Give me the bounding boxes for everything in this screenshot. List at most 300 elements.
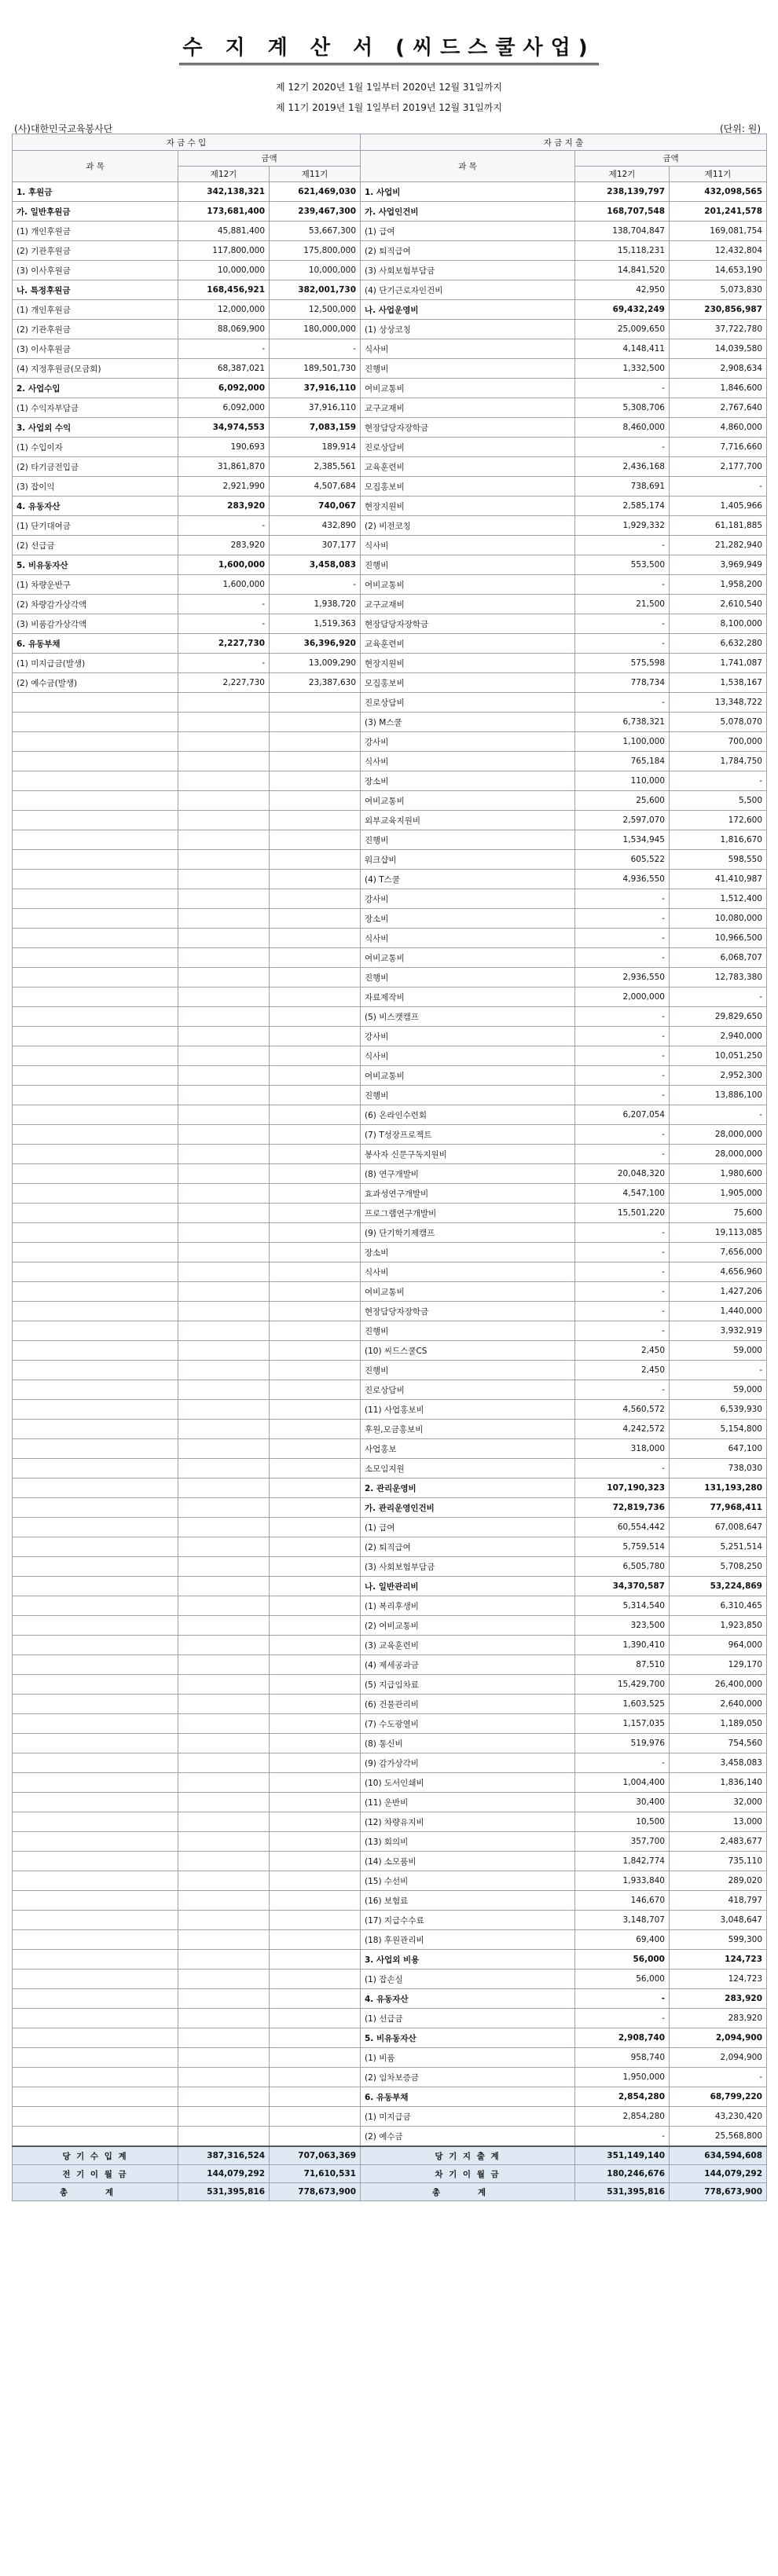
income-empty-cell: [270, 1321, 361, 1341]
ledger-body: [13, 182, 767, 2147]
table-row: [13, 1027, 767, 1046]
expense-item-label: (1) 급여: [361, 1518, 575, 1537]
income-item-label: (1) 수익자부담금: [13, 398, 178, 418]
expense-item-label: 진행비: [361, 1086, 575, 1105]
income-empty-cell: [178, 1537, 270, 1557]
expense-previous-amount: 67,008,647: [670, 1518, 767, 1537]
table-row: [13, 830, 767, 850]
expense-previous-amount: 25,568,800: [670, 2127, 767, 2147]
income-empty-cell: [270, 1930, 361, 1950]
expense-previous-amount: 41,410,987: [670, 870, 767, 889]
income-empty-cell: [178, 1852, 270, 1871]
income-empty-cell: [13, 1027, 178, 1046]
expense-item-label: 소모임지원: [361, 1459, 575, 1479]
income-empty-cell: [270, 1302, 361, 1321]
table-row: [13, 654, 767, 673]
expense-current-amount: -: [575, 536, 670, 555]
expense-current-amount: -: [575, 1262, 670, 1282]
table-row: [13, 771, 767, 791]
expense-item-label: 가. 사업인건비: [361, 202, 575, 222]
income-empty-cell: [13, 1361, 178, 1380]
income-current-amount: -: [178, 595, 270, 614]
expense-current-amount: -: [575, 909, 670, 929]
expense-item-label: (8) 연구개발비: [361, 1164, 575, 1184]
expense-previous-amount: 77,968,411: [670, 1498, 767, 1518]
header-row-sections: [13, 134, 767, 151]
income-empty-cell: [178, 830, 270, 850]
table-row: [13, 1989, 767, 2009]
income-empty-cell: [270, 1361, 361, 1380]
expense-current-amount: 8,460,000: [575, 418, 670, 438]
expense-previous-amount: -: [670, 988, 767, 1007]
income-empty-cell: [13, 889, 178, 909]
expense-item-label: 교구교재비: [361, 398, 575, 418]
income-empty-cell: [13, 713, 178, 732]
table-row: [13, 791, 767, 811]
expense-previous-amount: 5,251,514: [670, 1537, 767, 1557]
expense-current-amount: -: [575, 1302, 670, 1321]
income-empty-cell: [270, 1046, 361, 1066]
expense-previous-amount: 599,300: [670, 1930, 767, 1950]
expense-total-label: 총 계: [361, 2183, 575, 2201]
expense-current-amount: 2,000,000: [575, 988, 670, 1007]
expense-item-label: (1) 비품: [361, 2048, 575, 2068]
expense-previous-amount: 129,170: [670, 1655, 767, 1675]
expense-current-amount: 4,148,411: [575, 339, 670, 359]
income-empty-cell: [13, 929, 178, 948]
income-empty-cell: [270, 1675, 361, 1695]
income-empty-cell: [178, 1027, 270, 1046]
expense-current-amount: -: [575, 1007, 670, 1027]
expense-previous-amount: 2,767,640: [670, 398, 767, 418]
income-empty-cell: [178, 1616, 270, 1636]
expense-previous-amount: 1,405,966: [670, 497, 767, 516]
income-section-header: 자 금 수 입: [13, 134, 361, 151]
income-current-amount: 68,387,021: [178, 359, 270, 379]
income-empty-cell: [270, 1282, 361, 1302]
expense-item-label: 가. 관리운영인건비: [361, 1498, 575, 1518]
expense-previous-amount: 28,000,000: [670, 1125, 767, 1145]
income-empty-cell: [178, 1753, 270, 1773]
table-row: [13, 182, 767, 202]
expense-previous-amount: 7,656,000: [670, 1243, 767, 1262]
table-row: [13, 1793, 767, 1812]
expense-previous-amount: 230,856,987: [670, 300, 767, 320]
income-empty-cell: [178, 909, 270, 929]
income-empty-cell: [178, 811, 270, 830]
income-previous-header: 제11기: [270, 167, 361, 182]
expense-item-label: (4) T스쿨: [361, 870, 575, 889]
expense-item-label: 여비교통비: [361, 1066, 575, 1086]
expense-item-label: 나. 일반관리비: [361, 1577, 575, 1596]
income-empty-cell: [270, 1243, 361, 1262]
income-item-label: (1) 미지급금(발생): [13, 654, 178, 673]
income-empty-cell: [178, 1655, 270, 1675]
income-empty-cell: [13, 1282, 178, 1302]
income-empty-cell: [270, 1793, 361, 1812]
expense-item-label: 3. 사업외 비용: [361, 1950, 575, 1970]
expense-current-amount: 4,547,100: [575, 1184, 670, 1204]
expense-previous-amount: 1,189,050: [670, 1714, 767, 1734]
income-previous-amount: 2,385,561: [270, 457, 361, 477]
expense-item-label: 진행비: [361, 1321, 575, 1341]
expense-current-amount: -: [575, 614, 670, 634]
expense-item-label: 진행비: [361, 1361, 575, 1380]
table-row: [13, 693, 767, 713]
expense-item-label: (4) 단기근로자인건비: [361, 280, 575, 300]
table-row: [13, 2048, 767, 2068]
expense-current-amount: 72,819,736: [575, 1498, 670, 1518]
expense-current-amount: -: [575, 1321, 670, 1341]
expense-item-label: 장소비: [361, 1243, 575, 1262]
income-empty-cell: [13, 2068, 178, 2087]
table-row: [13, 1184, 767, 1204]
income-previous-amount: 432,890: [270, 516, 361, 536]
table-row: [13, 850, 767, 870]
income-total-current: 144,079,292: [178, 2165, 270, 2183]
income-empty-cell: [13, 2028, 178, 2048]
table-row: [13, 1891, 767, 1911]
table-row: [13, 1204, 767, 1223]
expense-current-amount: 138,704,847: [575, 222, 670, 241]
income-item-label: 나. 특정후원금: [13, 280, 178, 300]
income-empty-cell: [270, 1812, 361, 1832]
table-row: [13, 1145, 767, 1164]
expense-current-amount: 10,500: [575, 1812, 670, 1832]
income-empty-cell: [13, 2048, 178, 2068]
table-row: [13, 438, 767, 457]
expense-item-label: 진행비: [361, 968, 575, 988]
income-empty-cell: [178, 1832, 270, 1852]
expense-current-amount: 1,157,035: [575, 1714, 670, 1734]
income-previous-amount: -: [270, 339, 361, 359]
expense-item-label: 후원,모금홍보비: [361, 1420, 575, 1439]
income-empty-cell: [13, 732, 178, 752]
expense-previous-amount: 1,846,600: [670, 379, 767, 398]
table-row: [13, 2107, 767, 2127]
expense-previous-amount: 1,440,000: [670, 1302, 767, 1321]
expense-previous-amount: 1,980,600: [670, 1164, 767, 1184]
expense-item-label: (5) 지급임차료: [361, 1675, 575, 1695]
income-current-amount: 10,000,000: [178, 261, 270, 280]
income-previous-amount: 740,067: [270, 497, 361, 516]
income-current-amount: 2,227,730: [178, 634, 270, 654]
income-empty-cell: [178, 948, 270, 968]
expense-previous-amount: 3,932,919: [670, 1321, 767, 1341]
expense-item-label: (1) 급여: [361, 222, 575, 241]
income-empty-cell: [13, 1695, 178, 1714]
income-empty-cell: [178, 1773, 270, 1793]
expense-previous-amount: 2,094,900: [670, 2028, 767, 2048]
expense-previous-amount: 1,836,140: [670, 1773, 767, 1793]
income-empty-cell: [178, 1400, 270, 1420]
expense-subject-header: 과 목: [361, 151, 575, 182]
income-empty-cell: [178, 1930, 270, 1950]
expense-current-amount: -: [575, 1086, 670, 1105]
expense-previous-amount: 5,708,250: [670, 1557, 767, 1577]
income-empty-cell: [13, 1753, 178, 1773]
expense-current-amount: 6,505,780: [575, 1557, 670, 1577]
income-empty-cell: [270, 1145, 361, 1164]
income-empty-cell: [178, 1046, 270, 1066]
expense-item-label: 여비교통비: [361, 379, 575, 398]
expense-current-amount: 958,740: [575, 2048, 670, 2068]
expense-item-label: 외부교육지원비: [361, 811, 575, 830]
income-empty-cell: [13, 1616, 178, 1636]
income-empty-cell: [13, 968, 178, 988]
income-empty-cell: [178, 1164, 270, 1184]
expense-previous-amount: 1,741,087: [670, 654, 767, 673]
income-empty-cell: [178, 1145, 270, 1164]
table-row: [13, 752, 767, 771]
income-empty-cell: [270, 1871, 361, 1891]
table-row: [13, 1911, 767, 1930]
expense-item-label: 진로상담비: [361, 438, 575, 457]
income-current-amount: 1,600,000: [178, 575, 270, 595]
expense-item-label: 현장지원비: [361, 654, 575, 673]
expense-total-current: 351,149,140: [575, 2146, 670, 2165]
expense-item-label: 여비교통비: [361, 575, 575, 595]
expense-previous-amount: 13,348,722: [670, 693, 767, 713]
expense-item-label: (6) 온라인수련회: [361, 1105, 575, 1125]
income-item-label: (1) 수입이자: [13, 438, 178, 457]
expense-current-amount: 15,118,231: [575, 241, 670, 261]
income-empty-cell: [13, 1400, 178, 1420]
income-item-label: (1) 단기대여금: [13, 516, 178, 536]
expense-previous-amount: 2,483,677: [670, 1832, 767, 1852]
income-empty-cell: [178, 1891, 270, 1911]
expense-current-amount: 168,707,548: [575, 202, 670, 222]
income-empty-cell: [178, 2068, 270, 2087]
table-row: [13, 339, 767, 359]
expense-current-amount: -: [575, 1027, 670, 1046]
income-empty-cell: [270, 1695, 361, 1714]
income-empty-cell: [178, 929, 270, 948]
expense-current-amount: 2,450: [575, 1361, 670, 1380]
income-empty-cell: [178, 1223, 270, 1243]
totals-row: [13, 2183, 767, 2201]
expense-item-label: (9) 감가상각비: [361, 1753, 575, 1773]
income-empty-cell: [270, 2127, 361, 2147]
expense-item-label: 장소비: [361, 771, 575, 791]
income-item-label: 2. 사업수입: [13, 379, 178, 398]
income-previous-amount: 621,469,030: [270, 182, 361, 202]
table-row: [13, 379, 767, 398]
income-empty-cell: [178, 1184, 270, 1204]
income-empty-cell: [13, 1577, 178, 1596]
expense-item-label: 교육훈련비: [361, 457, 575, 477]
income-empty-cell: [178, 1989, 270, 2009]
expense-item-label: (6) 건물관리비: [361, 1695, 575, 1714]
income-empty-cell: [13, 1086, 178, 1105]
expense-current-amount: -: [575, 2009, 670, 2028]
table-row: [13, 1753, 767, 1773]
table-row: [13, 1636, 767, 1655]
income-empty-cell: [178, 2127, 270, 2147]
income-empty-cell: [13, 1223, 178, 1243]
income-empty-cell: [13, 1773, 178, 1793]
income-item-label: (3) 이사후원금: [13, 339, 178, 359]
income-item-label: 가. 일반후원금: [13, 202, 178, 222]
income-total-label: 총 계: [13, 2183, 178, 2201]
income-empty-cell: [270, 1616, 361, 1636]
expense-previous-amount: 1,816,670: [670, 830, 767, 850]
income-previous-amount: 53,667,300: [270, 222, 361, 241]
income-empty-cell: [270, 771, 361, 791]
expense-previous-amount: 2,940,000: [670, 1027, 767, 1046]
income-amount-header: 금액: [178, 151, 361, 167]
income-empty-cell: [270, 2107, 361, 2127]
expense-previous-amount: 2,908,634: [670, 359, 767, 379]
income-empty-cell: [13, 948, 178, 968]
income-empty-cell: [270, 929, 361, 948]
expense-current-amount: -: [575, 1125, 670, 1145]
expense-current-amount: 2,936,550: [575, 968, 670, 988]
income-empty-cell: [270, 1223, 361, 1243]
expense-item-label: (7) T성장프로젝트: [361, 1125, 575, 1145]
income-empty-cell: [270, 1164, 361, 1184]
expense-total-label: 차 기 이 월 금: [361, 2165, 575, 2183]
income-current-amount: 1,600,000: [178, 555, 270, 575]
expense-previous-amount: 1,905,000: [670, 1184, 767, 1204]
income-empty-cell: [270, 1262, 361, 1282]
income-empty-cell: [13, 1184, 178, 1204]
expense-previous-amount: 1,427,206: [670, 1282, 767, 1302]
expense-current-amount: -: [575, 1380, 670, 1400]
expense-current-amount: -: [575, 1459, 670, 1479]
income-empty-cell: [13, 693, 178, 713]
expense-previous-amount: 28,000,000: [670, 1145, 767, 1164]
expense-current-amount: 15,501,220: [575, 1204, 670, 1223]
expense-current-amount: -: [575, 1243, 670, 1262]
income-empty-cell: [13, 1675, 178, 1695]
expense-item-label: (5) 비스캣캠프: [361, 1007, 575, 1027]
income-previous-amount: 1,519,363: [270, 614, 361, 634]
expense-item-label: 교육훈련비: [361, 634, 575, 654]
expense-item-label: (15) 수선비: [361, 1871, 575, 1891]
table-row: [13, 1518, 767, 1537]
income-empty-cell: [270, 752, 361, 771]
table-row: [13, 1164, 767, 1184]
expense-item-label: (9) 단기학기제캠프: [361, 1223, 575, 1243]
expense-previous-amount: 14,039,580: [670, 339, 767, 359]
expense-item-label: 현장담당자장학금: [361, 418, 575, 438]
expense-previous-amount: 2,094,900: [670, 2048, 767, 2068]
expense-item-label: 식사비: [361, 1046, 575, 1066]
expense-current-amount: 357,700: [575, 1832, 670, 1852]
expense-previous-amount: 5,073,830: [670, 280, 767, 300]
income-empty-cell: [13, 1734, 178, 1753]
expense-previous-amount: 13,000: [670, 1812, 767, 1832]
expense-previous-amount: 1,538,167: [670, 673, 767, 693]
income-empty-cell: [178, 713, 270, 732]
expense-previous-amount: 53,224,869: [670, 1577, 767, 1596]
income-empty-cell: [178, 2087, 270, 2107]
income-empty-cell: [13, 1420, 178, 1439]
expense-current-amount: 1,842,774: [575, 1852, 670, 1871]
expense-previous-amount: 131,193,280: [670, 1479, 767, 1498]
expense-item-label: 나. 사업운영비: [361, 300, 575, 320]
income-item-label: 6. 유동부채: [13, 634, 178, 654]
header-row-amount: [13, 151, 767, 167]
income-empty-cell: [270, 1773, 361, 1793]
table-row: [13, 1695, 767, 1714]
income-empty-cell: [270, 713, 361, 732]
income-empty-cell: [270, 889, 361, 909]
expense-previous-amount: 29,829,650: [670, 1007, 767, 1027]
income-empty-cell: [13, 1262, 178, 1282]
expense-item-label: (12) 차량유지비: [361, 1812, 575, 1832]
table-row: [13, 1498, 767, 1518]
income-empty-cell: [13, 1518, 178, 1537]
expense-item-label: (16) 보험료: [361, 1891, 575, 1911]
income-empty-cell: [270, 1989, 361, 2009]
table-row: [13, 614, 767, 634]
income-empty-cell: [270, 2028, 361, 2048]
expense-previous-amount: 172,600: [670, 811, 767, 830]
income-empty-cell: [270, 1577, 361, 1596]
income-current-amount: 34,974,553: [178, 418, 270, 438]
income-empty-cell: [13, 1636, 178, 1655]
expense-item-label: (1) 선급금: [361, 2009, 575, 2028]
expense-previous-amount: 59,000: [670, 1380, 767, 1400]
income-empty-cell: [13, 1812, 178, 1832]
table-row: [13, 1302, 767, 1321]
table-row: [13, 280, 767, 300]
expense-previous-amount: 37,722,780: [670, 320, 767, 339]
expense-current-amount: -: [575, 1989, 670, 2009]
expense-item-label: 5. 비유동자산: [361, 2028, 575, 2048]
expense-item-label: 현장담당자장학금: [361, 1302, 575, 1321]
expense-current-amount: 323,500: [575, 1616, 670, 1636]
income-previous-amount: 189,914: [270, 438, 361, 457]
expense-previous-amount: 754,560: [670, 1734, 767, 1753]
income-empty-cell: [270, 1970, 361, 1989]
income-empty-cell: [270, 1105, 361, 1125]
income-empty-cell: [13, 1930, 178, 1950]
table-row: [13, 713, 767, 732]
income-current-amount: -: [178, 654, 270, 673]
income-empty-cell: [178, 1518, 270, 1537]
income-empty-cell: [178, 791, 270, 811]
income-total-previous: 71,610,531: [270, 2165, 361, 2183]
income-empty-cell: [178, 1204, 270, 1223]
income-current-amount: 31,861,870: [178, 457, 270, 477]
expense-item-label: (3) 교육훈련비: [361, 1636, 575, 1655]
expense-previous-amount: 4,860,000: [670, 418, 767, 438]
table-row: [13, 634, 767, 654]
expense-item-label: 워크샵비: [361, 850, 575, 870]
totals-row: [13, 2165, 767, 2183]
table-row: [13, 241, 767, 261]
expense-current-amount: 2,585,174: [575, 497, 670, 516]
expense-current-amount: 5,314,540: [575, 1596, 670, 1616]
income-empty-cell: [13, 1989, 178, 2009]
income-empty-cell: [270, 1420, 361, 1439]
table-row: [13, 909, 767, 929]
table-row: [13, 261, 767, 280]
income-current-amount: 88,069,900: [178, 320, 270, 339]
table-row: [13, 1361, 767, 1380]
income-empty-cell: [270, 811, 361, 830]
expense-current-amount: 146,670: [575, 1891, 670, 1911]
income-empty-cell: [270, 870, 361, 889]
income-empty-cell: [178, 1714, 270, 1734]
expense-previous-amount: 124,723: [670, 1970, 767, 1989]
expense-current-amount: 25,600: [575, 791, 670, 811]
expense-current-amount: 2,854,280: [575, 2087, 670, 2107]
expense-previous-amount: 124,723: [670, 1950, 767, 1970]
